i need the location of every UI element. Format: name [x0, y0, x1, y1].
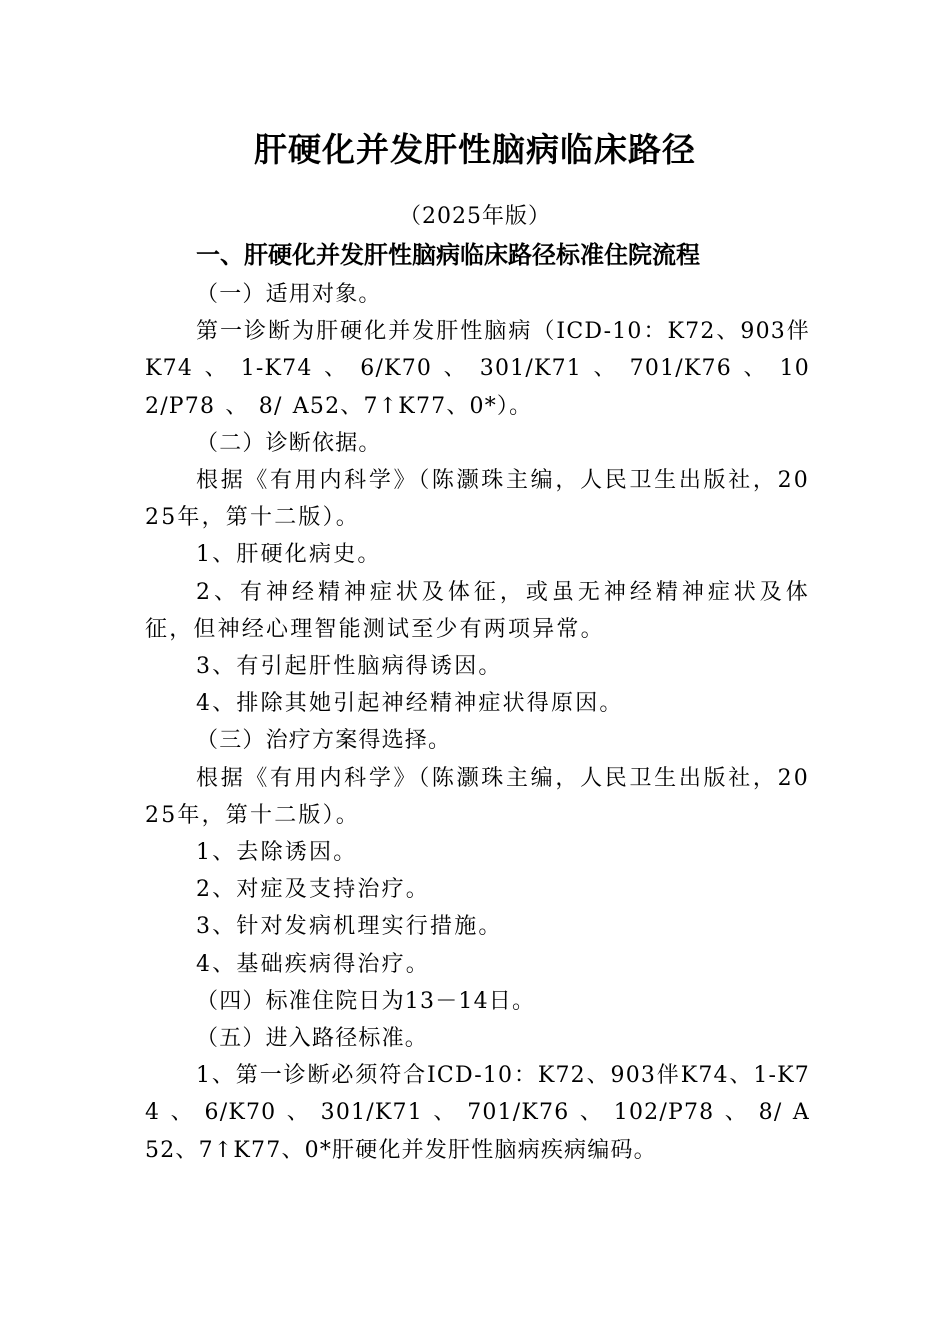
subsection-heading: （五）进入路径标准。	[196, 1026, 429, 1052]
body-paragraph: 根据《有用内科学》（陈灏珠主编，人民卫生出版社，2025年，第十二版）。	[145, 765, 810, 828]
subsection-heading: （一）适用对象。	[196, 282, 382, 307]
body-paragraph: 根据《有用内科学》（陈灏珠主编，人民卫生出版社，2025年，第十二版）。	[145, 468, 810, 531]
list-item: 1、第一诊断必须符合ICD-10：K72、903伴K74、1-K74 、 6/K70 、 301/K71 、 701/K76 、 102/P78 、 8/ A52、7↑K77、0*肝硬化并发肝性脑病疾病编码。	[145, 1063, 810, 1163]
document-title: 肝硬化并发肝性脑病临床路径	[254, 130, 696, 169]
body-paragraph: 第一诊断为肝硬化并发肝性脑病（ICD-10：K72、903伴K74 、 1-K74 、 6/K70 、 301/K71 、 701/K76 、 102/P78 、 8/ A52、7↑K77、0*）。	[145, 319, 810, 419]
list-item: 3、有引起肝性脑病得诱因。	[196, 654, 503, 680]
list-item: 4、排除其她引起神经精神症状得原因。	[196, 691, 624, 717]
list-item: 2、对症及支持治疗。	[196, 877, 430, 903]
subsection-heading: （四）标准住院日为13－14日。	[196, 988, 536, 1014]
list-item: 3、针对发病机理实行措施。	[196, 914, 503, 940]
list-item: 1、肝硬化病史。	[196, 542, 382, 568]
subsection-heading: （二）诊断依据。	[196, 430, 382, 456]
list-item: 2、有神经精神症状及体征，或虽无神经精神症状及体征，但神经心理智能测试至少有两项异常。	[145, 579, 810, 642]
list-item: 1、去除诱因。	[196, 840, 358, 866]
subsection-heading: （三）治疗方案得选择。	[196, 728, 452, 754]
section-heading: 一、肝硬化并发肝性脑病临床路径标准住院流程	[196, 241, 700, 269]
document-body	[145, 276, 810, 1169]
document-edition: （2025年版）	[399, 204, 551, 229]
list-item: 4、基础疾病得治疗。	[196, 951, 430, 977]
